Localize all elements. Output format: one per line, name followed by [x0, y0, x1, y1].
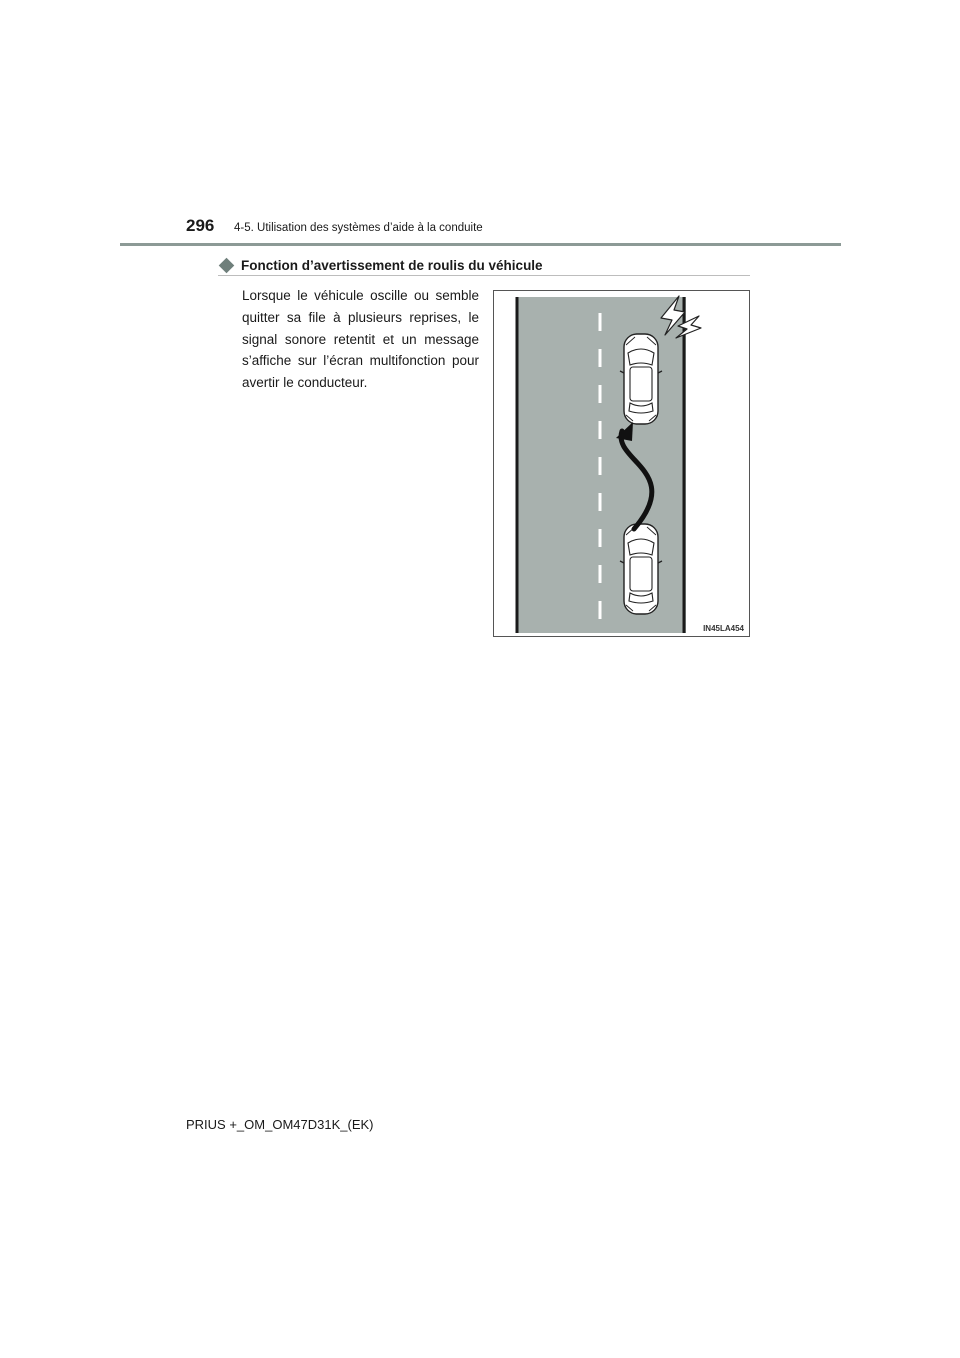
- diamond-icon: [219, 257, 235, 273]
- footer-doc-id: PRIUS +_OM_OM47D31K_(EK): [186, 1117, 374, 1132]
- subsection-heading: [218, 255, 750, 276]
- car-current: [620, 524, 662, 614]
- section-title: 4-5. Utilisation des systèmes d’aide à la conduite: [234, 222, 483, 234]
- subsection-title: Fonction d’avertissement de roulis du véhicule: [241, 257, 543, 273]
- figure-code: IN45LA454: [703, 624, 744, 633]
- car-ahead: [620, 334, 662, 424]
- page-number: 296: [186, 216, 215, 235]
- body-paragraph: Lorsque le véhicule oscille ou semble quitter sa file à plusieurs reprises, le signal sonore retentit et un message s’affiche sur l’écran multifonction pour avertir le conducteur.: [242, 288, 479, 391]
- lane-departure-figure: [493, 290, 750, 637]
- road-illustration: [494, 291, 749, 636]
- header-rule: [120, 243, 841, 246]
